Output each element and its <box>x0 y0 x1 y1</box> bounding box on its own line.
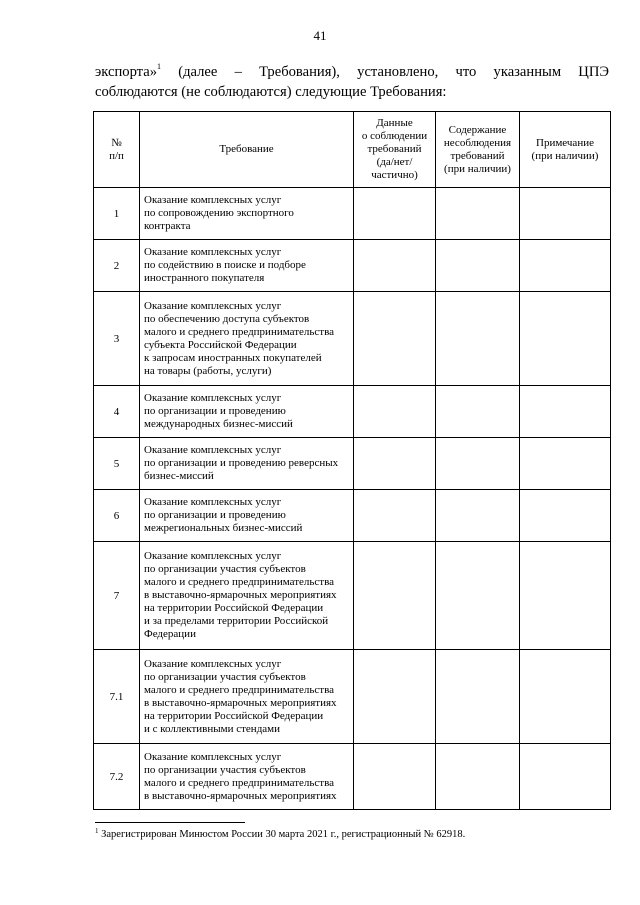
row-number: 7 <box>94 542 140 650</box>
row-requirement: Оказание комплексных услуг по организации участия субъектов малого и среднего предпринимательства в выставочно-ярмарочных мероприятиях на территории Российской Федерации и за пределами территории Российской Федерации <box>140 542 354 650</box>
intro-line-2: соблюдаются (не соблюдаются) следующие Требования: <box>95 84 447 100</box>
row-requirement: Оказание комплексных услуг по организации и проведению международных бизнес-миссий <box>140 386 354 438</box>
footnote-divider <box>95 822 245 823</box>
row-number: 6 <box>94 490 140 542</box>
row-number: 1 <box>94 188 140 240</box>
cell-compliance[interactable] <box>354 650 436 744</box>
cell-note[interactable] <box>520 292 611 386</box>
footnote-reference[interactable]: 1 <box>157 62 162 71</box>
intro-text-rest: (далее – Требования), установлено, что указанным ЦПЭ <box>161 64 609 80</box>
row-number: 5 <box>94 438 140 490</box>
footnote <box>95 828 615 841</box>
cell-noncompliance[interactable] <box>436 438 520 490</box>
row-number: 4 <box>94 386 140 438</box>
table-row <box>94 188 611 240</box>
cell-noncompliance[interactable] <box>436 542 520 650</box>
requirements-table <box>93 111 611 810</box>
table-row <box>94 240 611 292</box>
cell-compliance[interactable] <box>354 292 436 386</box>
cell-noncompliance[interactable] <box>436 240 520 292</box>
row-requirement: Оказание комплексных услуг по обеспечению доступа субъектов малого и среднего предпринимательства субъекта Российской Федерации к запросам иностранных покупателей на товары (работы, услуги) <box>140 292 354 386</box>
row-requirement: Оказание комплексных услуг по содействию в поиске и подборе иностранного покупателя <box>140 240 354 292</box>
cell-note[interactable] <box>520 386 611 438</box>
footnote-text: Зарегистрирован Минюстом России 30 марта 2021 г., регистрационный № 62918. <box>98 829 466 840</box>
cell-compliance[interactable] <box>354 744 436 810</box>
header-number <box>94 112 140 188</box>
header-noncompliance-text: Содержание несоблюдения требований (при наличии) <box>443 123 512 175</box>
table-header-row <box>94 112 611 188</box>
cell-note[interactable] <box>520 542 611 650</box>
cell-note[interactable] <box>520 438 611 490</box>
intro-text-start: экспорта» <box>95 64 158 80</box>
cell-compliance[interactable] <box>354 438 436 490</box>
table-row <box>94 386 611 438</box>
table-row <box>94 438 611 490</box>
cell-noncompliance[interactable] <box>436 650 520 744</box>
row-number: 2 <box>94 240 140 292</box>
cell-noncompliance[interactable] <box>436 744 520 810</box>
footnote-marker: 1 <box>95 827 99 835</box>
cell-note[interactable] <box>520 490 611 542</box>
row-number: 7.1 <box>94 650 140 744</box>
table-row <box>94 650 611 744</box>
cell-noncompliance[interactable] <box>436 386 520 438</box>
cell-note[interactable] <box>520 188 611 240</box>
cell-compliance[interactable] <box>354 490 436 542</box>
header-number-text: № п/п <box>109 136 124 162</box>
intro-line-1 <box>95 62 609 82</box>
cell-noncompliance[interactable] <box>436 490 520 542</box>
table-row <box>94 292 611 386</box>
row-requirement: Оказание комплексных услуг по организации и проведению реверсных бизнес-миссий <box>140 438 354 490</box>
header-noncompliance <box>436 112 520 188</box>
row-requirement: Оказание комплексных услуг по сопровождению экспортного контракта <box>140 188 354 240</box>
table-row <box>94 542 611 650</box>
cell-compliance[interactable] <box>354 542 436 650</box>
cell-noncompliance[interactable] <box>436 188 520 240</box>
row-requirement: Оказание комплексных услуг по организации участия субъектов малого и среднего предпринимательства в выставочно-ярмарочных мероприятиях <box>140 744 354 810</box>
header-note <box>520 112 611 188</box>
cell-note[interactable] <box>520 744 611 810</box>
row-number: 7.2 <box>94 744 140 810</box>
header-requirement <box>140 112 354 188</box>
cell-note[interactable] <box>520 650 611 744</box>
row-number: 3 <box>94 292 140 386</box>
cell-noncompliance[interactable] <box>436 292 520 386</box>
cell-note[interactable] <box>520 240 611 292</box>
cell-compliance[interactable] <box>354 188 436 240</box>
intro-paragraph <box>95 62 609 102</box>
page-number: 41 <box>313 28 327 43</box>
header-compliance-text: Данные о соблюдении требований (да/нет/ частично) <box>361 117 428 181</box>
cell-compliance[interactable] <box>354 386 436 438</box>
cell-compliance[interactable] <box>354 240 436 292</box>
row-requirement: Оказание комплексных услуг по организации и проведению межрегиональных бизнес-миссий <box>140 490 354 542</box>
header-requirement-text: Требование <box>219 143 274 155</box>
table-row <box>94 744 611 810</box>
header-note-text: Примечание (при наличии) <box>531 136 599 162</box>
table-row <box>94 490 611 542</box>
row-requirement: Оказание комплексных услуг по организации участия субъектов малого и среднего предпринимательства в выставочно-ярмарочных мероприятиях на территории Российской Федерации и с коллективными стендами <box>140 650 354 744</box>
header-compliance <box>354 112 436 188</box>
